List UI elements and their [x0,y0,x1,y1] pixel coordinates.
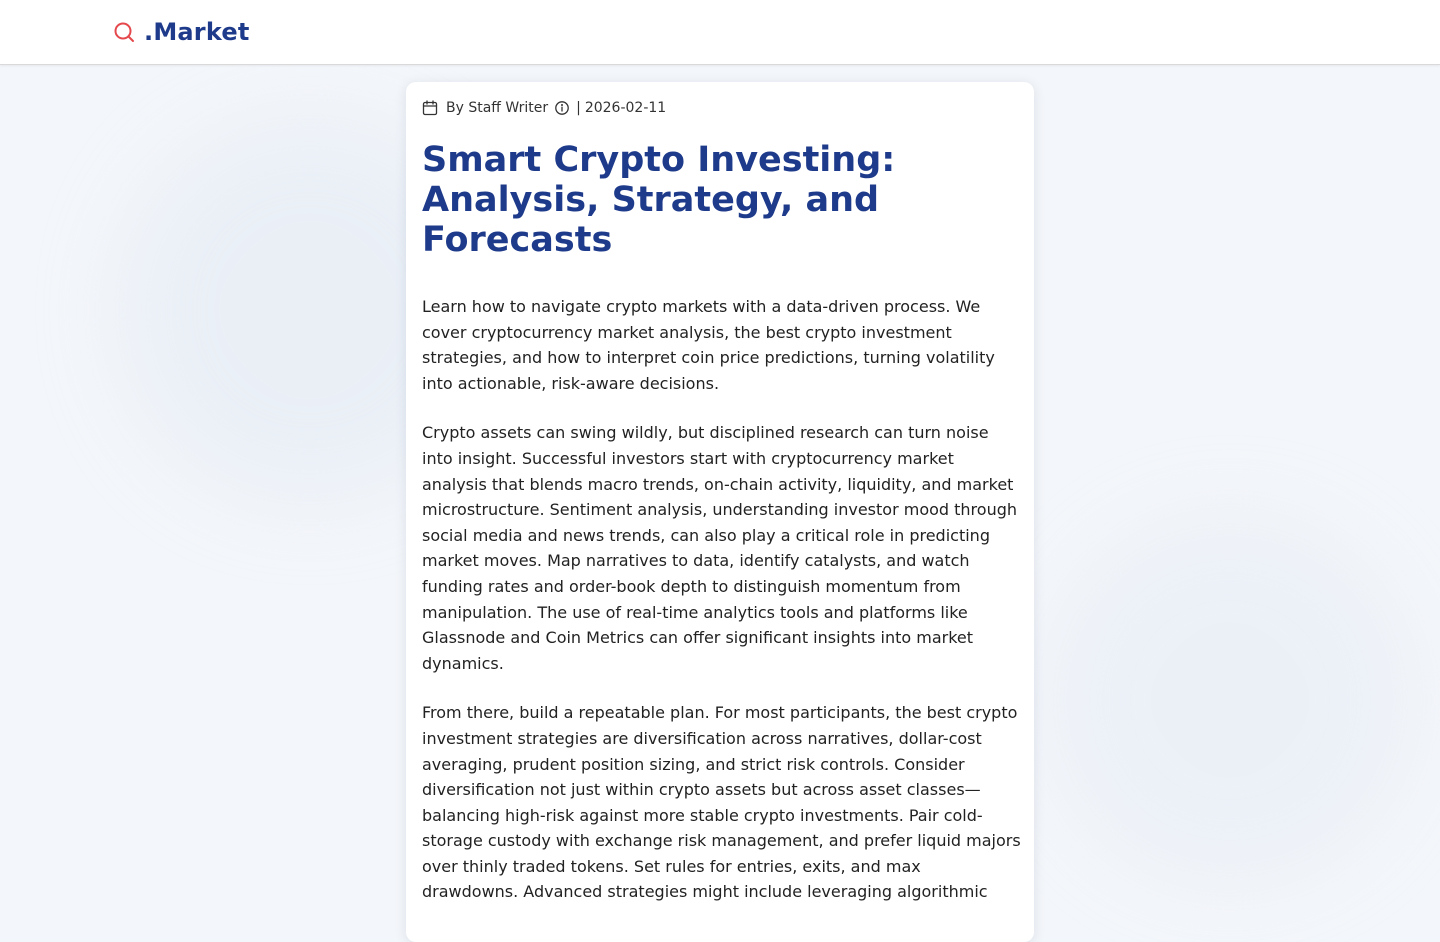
search-icon [112,20,136,44]
top-navigation-bar [0,0,1440,65]
info-icon [554,100,570,116]
article-author: By Staff Writer [446,100,549,116]
brand-logo-link[interactable] [112,16,250,48]
article-paragraph: Crypto assets can swing wildly, but disciplined research can turn noise into insight. Successful investors start with cryptocurrency market analysis that blends macro trends, on-chain activity, liquidity, and market microstructure. Sentiment analysis, understanding investor mood through social media and news trends, can also play a critical role in predicting market moves. Map narratives to data, identify catalysts, and watch funding rates and order-book depth to distinguish momentum from manipulation. The use of real-time analytics tools and platforms like Glassnode and Coin Metrics can offer significant insights into market dynamics. [422,423,1017,673]
article-date: 2026-02-11 [584,100,667,116]
article-title: Smart Crypto Investing: Analysis, Strategy, and Forecasts [422,140,896,260]
article-paragraph: From there, build a repeatable plan. For most participants, the best crypto investment strategies are diversification across narratives, dollar-cost averaging, prudent position sizing, and strict risk controls. Consider diversification not just within crypto assets but across asset classes—balancing high-risk against more stable crypto investments. Pair cold-storage custody with exchange risk management, and prefer liquid majors over thinly traded tokens. Set rules for entries, exits, and max drawdowns. Advanced strategies might include leveraging algorithmic [422,703,1021,902]
background-glow [1050,520,1410,880]
article-meta [422,98,1018,118]
article-card [406,82,1034,942]
meta-separator: | [576,100,581,116]
brand-name: .Market [144,18,250,46]
calendar-icon [422,100,438,116]
article-intro-paragraph: Learn how to navigate crypto markets with a data-driven process. We cover cryptocurrency market analysis, the best crypto investment strategies, and how to interpret coin price predictions, turning volatility into actionable, risk-aware decisions. [422,297,995,393]
